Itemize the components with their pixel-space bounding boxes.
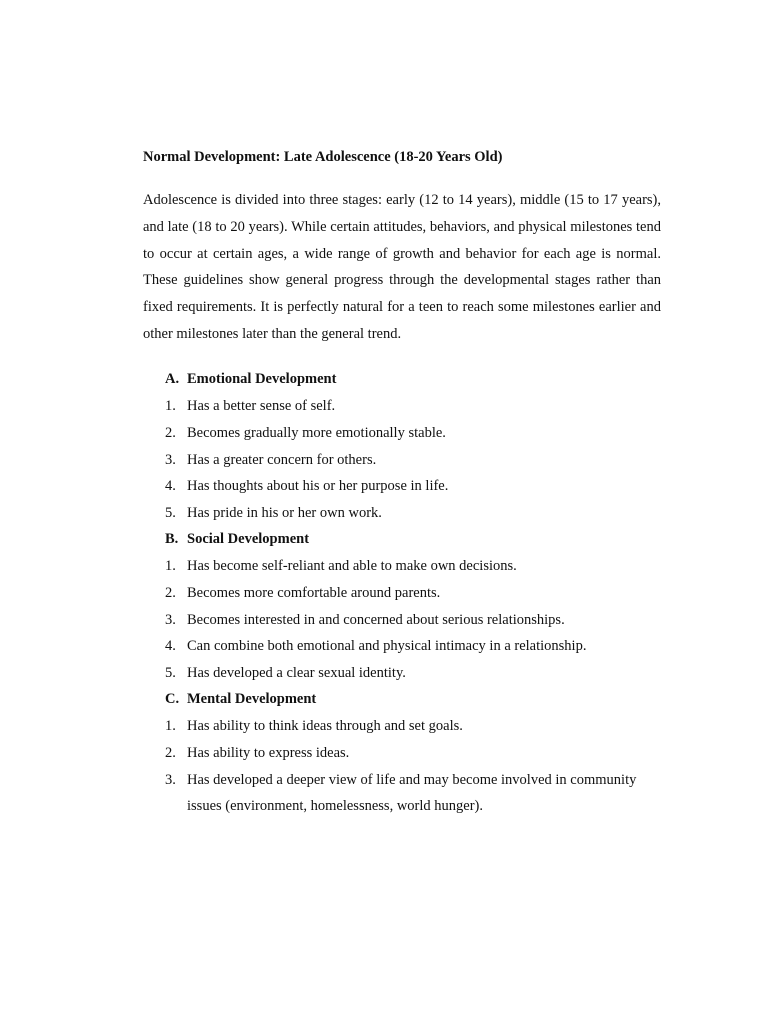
list-item-text: Becomes gradually more emotionally stable. (187, 424, 446, 441)
section-heading (143, 686, 663, 713)
list-item-number: 5. (165, 665, 176, 682)
list-item-text: Becomes interested in and concerned about serious relationships. (187, 611, 565, 628)
section-letter: C. (165, 691, 180, 707)
list-item-text: Has ability to think ideas through and set goals. (187, 718, 463, 734)
list-item-number: 3. (165, 771, 176, 788)
list-item (143, 473, 663, 500)
section-title: Mental Development (187, 691, 317, 707)
list-item-text: Has a better sense of self. (187, 398, 336, 414)
list-item-text: Has pride in his or her own work. (187, 505, 382, 522)
list-item (143, 633, 663, 660)
list-item-text: Has a greater concern for others. (187, 451, 377, 468)
list-item (143, 553, 663, 580)
list-item-text: Has developed a deeper view of life and may become involved in community issues (environment, homelessness, world hunger). (187, 771, 637, 815)
list-item (143, 580, 663, 607)
section-social-development (143, 526, 663, 687)
list-item (143, 447, 663, 474)
list-item-number: 5. (165, 505, 176, 522)
section-letter: B. (165, 531, 179, 547)
list-item (143, 713, 663, 740)
section-title: Social Development (187, 531, 310, 547)
list-item-text: Can combine both emotional and physical intimacy in a relationship. (187, 638, 587, 655)
list-item-number: 4. (165, 478, 176, 495)
list-item-text: Becomes more comfortable around parents. (187, 584, 441, 601)
list-item-number: 2. (165, 584, 176, 601)
intro-paragraph: Adolescence is divided into three stages: early (12 to 14 years), middle (15 to 17 years), and late (18 to 20 years). While certain attitudes, behaviors, and physical milestones tend to occur at certain ages, a wide range of growth and behavior for each age is normal. These guidelines show general progress through the developmental stages rather than fixed requirements. It is perfectly natural for a teen to reach some milestones earlier and other milestones later than the general trend. (143, 192, 661, 342)
list-item-number: 3. (165, 451, 176, 468)
list-item (143, 393, 663, 420)
list-item (143, 420, 663, 447)
list-item (143, 767, 663, 821)
list-item-number: 2. (165, 424, 176, 441)
document-title: Normal Development: Late Adolescence (18-20 Years Old) (143, 149, 503, 165)
list-item-number: 3. (165, 611, 176, 628)
section-letter: A. (165, 371, 180, 387)
list-item (143, 500, 663, 527)
list-item-number: 2. (165, 744, 176, 761)
section-emotional-development (143, 366, 663, 527)
list-item (143, 607, 663, 634)
section-heading (143, 526, 663, 553)
list-item-text: Has thoughts about his or her purpose in life. (187, 478, 449, 495)
section-title: Emotional Development (187, 371, 337, 387)
list-item (143, 740, 663, 767)
list-item-text: Has become self-reliant and able to make own decisions. (187, 558, 517, 574)
list-item-number: 4. (165, 638, 176, 655)
section-heading (143, 366, 663, 393)
list-item (143, 660, 663, 687)
list-item-number: 1. (165, 398, 176, 414)
list-item-text: Has ability to express ideas. (187, 744, 350, 761)
list-item-number: 1. (165, 718, 176, 734)
list-item-text: Has developed a clear sexual identity. (187, 665, 406, 682)
section-mental-development (143, 686, 663, 820)
list-item-number: 1. (165, 558, 176, 574)
